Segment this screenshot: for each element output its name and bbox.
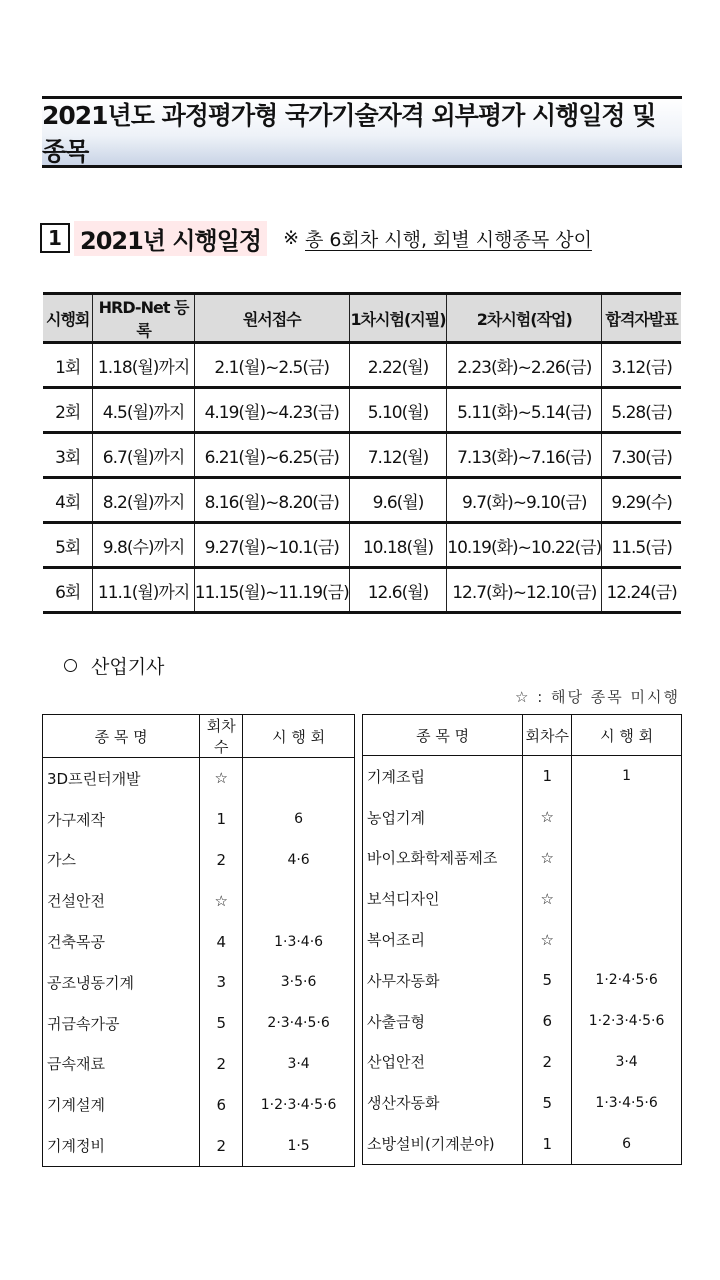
item-name: 귀금속가공	[43, 1003, 200, 1044]
item-row	[43, 962, 355, 1003]
item-rounds: 1·5	[243, 1125, 355, 1166]
item-rounds: 1·3·4·6	[243, 921, 355, 962]
item-name: 기계정비	[43, 1125, 200, 1166]
item-row	[363, 797, 682, 838]
item-rounds	[572, 919, 682, 960]
schedule-cell: 8.16(월)~8.20(금)	[194, 478, 349, 523]
schedule-cell: 6회	[43, 568, 93, 613]
schedule-cell: 4.5(월)까지	[93, 388, 194, 433]
item-count: ☆	[523, 838, 572, 879]
schedule-cell: 10.18(월)	[349, 523, 447, 568]
section-title: 2021년 시행일정	[74, 221, 267, 256]
schedule-cell: 2.23(화)~2.26(금)	[447, 343, 602, 388]
item-name: 3D프린터개발	[43, 758, 200, 799]
schedule-cell: 6.21(월)~6.25(금)	[194, 433, 349, 478]
item-row	[43, 921, 355, 962]
item-rounds: 2·3·4·5·6	[243, 1003, 355, 1044]
item-rounds: 3·4	[243, 1044, 355, 1085]
legend-note: ☆ : 해당 종목 미시행	[514, 688, 680, 706]
item-row	[363, 1082, 682, 1123]
schedule-cell: 12.7(화)~12.10(금)	[447, 568, 602, 613]
section-number: 1	[40, 223, 70, 253]
item-name: 공조냉동기계	[43, 962, 200, 1003]
item-rounds: 1·3·4·5·6	[572, 1082, 682, 1123]
items-header-cell: 시 행 회	[572, 715, 682, 756]
item-count: ☆	[200, 880, 243, 921]
item-row	[43, 799, 355, 840]
section-note	[283, 225, 592, 252]
schedule-cell: 1.18(월)까지	[93, 343, 194, 388]
item-rounds	[572, 878, 682, 919]
note-text: 총 6회차 시행, 회별 시행종목 상이	[305, 228, 592, 251]
item-name: 소방설비(기계분야)	[363, 1123, 523, 1164]
item-name: 기계조립	[363, 756, 523, 797]
item-rounds: 4·6	[243, 840, 355, 881]
schedule-row	[43, 478, 681, 523]
item-name: 사무자동화	[363, 960, 523, 1001]
schedule-cell: 3.12(금)	[602, 343, 681, 388]
items-header-cell: 회차수	[200, 715, 243, 758]
items-header-cell: 시 행 회	[243, 715, 355, 758]
document-title: 2021년도 과정평가형 국가기술자격 외부평가 시행일정 및 종목	[42, 101, 656, 166]
items-table-left	[42, 714, 355, 1167]
items-header-row-left	[43, 715, 355, 758]
schedule-cell: 5.28(금)	[602, 388, 681, 433]
item-rounds: 1·2·3·4·5·6	[243, 1084, 355, 1125]
schedule-cell: 6.7(월)까지	[93, 433, 194, 478]
items-header-cell: 종 목 명	[43, 715, 200, 758]
items-header-row-right	[363, 715, 682, 756]
item-name: 기계설계	[43, 1084, 200, 1125]
schedule-header-cell: 2차시험(작업)	[447, 294, 602, 343]
item-count: 1	[523, 1123, 572, 1164]
item-row	[43, 840, 355, 881]
items-table-right	[362, 714, 682, 1165]
items-body-left	[43, 758, 355, 1167]
note-mark: ※	[283, 227, 299, 249]
schedule-cell: 2.22(월)	[349, 343, 447, 388]
item-count: 2	[200, 1125, 243, 1166]
schedule-cell: 3회	[43, 433, 93, 478]
item-count: 5	[523, 960, 572, 1001]
item-count: 2	[200, 840, 243, 881]
item-row	[363, 960, 682, 1001]
schedule-cell: 12.6(월)	[349, 568, 447, 613]
item-row	[43, 1084, 355, 1125]
section-heading	[40, 216, 680, 260]
items-body-right	[363, 756, 682, 1165]
schedule-row	[43, 433, 681, 478]
item-row	[363, 1042, 682, 1083]
schedule-cell: 8.2(월)까지	[93, 478, 194, 523]
item-row	[43, 1003, 355, 1044]
item-count: 4	[200, 921, 243, 962]
schedule-cell: 5회	[43, 523, 93, 568]
item-name: 가구제작	[43, 799, 200, 840]
schedule-header-row	[43, 294, 681, 343]
schedule-cell: 9.27(월)~10.1(금)	[194, 523, 349, 568]
item-name: 금속재료	[43, 1044, 200, 1085]
schedule-cell: 9.29(수)	[602, 478, 681, 523]
item-name: 산업안전	[363, 1042, 523, 1083]
item-name: 복어조리	[363, 919, 523, 960]
schedule-cell: 2.1(월)~2.5(금)	[194, 343, 349, 388]
item-count: ☆	[200, 758, 243, 799]
item-rounds: 6	[572, 1123, 682, 1164]
schedule-table	[43, 292, 681, 614]
item-rounds: 6	[243, 799, 355, 840]
items-header-cell: 종 목 명	[363, 715, 523, 756]
item-rounds: 1·2·3·4·5·6	[572, 1001, 682, 1042]
industry-label: 산업기사	[91, 656, 165, 678]
item-name: 바이오화학제품제조	[363, 838, 523, 879]
item-rounds: 3·5·6	[243, 962, 355, 1003]
schedule-cell: 10.19(화)~10.22(금)	[447, 523, 602, 568]
item-count: 1	[523, 756, 572, 797]
schedule-row	[43, 343, 681, 388]
schedule-cell: 9.6(월)	[349, 478, 447, 523]
item-name: 가스	[43, 840, 200, 881]
item-row	[43, 758, 355, 799]
item-rounds	[572, 838, 682, 879]
item-count: 6	[200, 1084, 243, 1125]
item-name: 사출금형	[363, 1001, 523, 1042]
schedule-cell: 9.8(수)까지	[93, 523, 194, 568]
item-name: 건설안전	[43, 880, 200, 921]
item-count: 3	[200, 962, 243, 1003]
item-rounds: 1·2·4·5·6	[572, 960, 682, 1001]
item-rounds	[572, 797, 682, 838]
item-rounds: 1	[572, 756, 682, 797]
item-count: 5	[200, 1003, 243, 1044]
schedule-cell: 2회	[43, 388, 93, 433]
item-count: 5	[523, 1082, 572, 1123]
schedule-cell: 1회	[43, 343, 93, 388]
schedule-cell: 5.11(화)~5.14(금)	[447, 388, 602, 433]
schedule-header-cell: HRD-Net 등록	[93, 294, 194, 343]
schedule-cell: 9.7(화)~9.10(금)	[447, 478, 602, 523]
schedule-header-cell: 1차시험(지필)	[349, 294, 447, 343]
item-row	[363, 1123, 682, 1164]
item-rounds	[243, 758, 355, 799]
item-row	[43, 1125, 355, 1166]
schedule-row	[43, 388, 681, 433]
schedule-header-cell: 시행회	[43, 294, 93, 343]
schedule-header-cell: 합격자발표	[602, 294, 681, 343]
item-count: ☆	[523, 919, 572, 960]
schedule-cell: 7.13(화)~7.16(금)	[447, 433, 602, 478]
schedule-cell: 5.10(월)	[349, 388, 447, 433]
item-rounds	[243, 880, 355, 921]
schedule-body	[43, 343, 681, 613]
item-count: 2	[523, 1042, 572, 1083]
item-count: 2	[200, 1044, 243, 1085]
items-header-cell: 회차수	[523, 715, 572, 756]
item-count: 1	[200, 799, 243, 840]
document-title-box	[42, 96, 682, 168]
item-name: 생산자동화	[363, 1082, 523, 1123]
schedule-cell: 4.19(월)~4.23(금)	[194, 388, 349, 433]
schedule-cell: 7.30(금)	[602, 433, 681, 478]
schedule-cell: 11.1(월)까지	[93, 568, 194, 613]
item-count: 6	[523, 1001, 572, 1042]
item-row	[363, 756, 682, 797]
item-row	[43, 1044, 355, 1085]
schedule-row	[43, 568, 681, 613]
circle-bullet-icon	[64, 659, 77, 672]
schedule-cell: 7.12(월)	[349, 433, 447, 478]
item-row	[363, 1001, 682, 1042]
item-rounds: 3·4	[572, 1042, 682, 1083]
industry-heading	[64, 652, 164, 679]
schedule-row	[43, 523, 681, 568]
item-row	[363, 919, 682, 960]
schedule-cell: 11.5(금)	[602, 523, 681, 568]
item-name: 건축목공	[43, 921, 200, 962]
item-name: 보석디자인	[363, 878, 523, 919]
item-count: ☆	[523, 878, 572, 919]
item-row	[363, 838, 682, 879]
item-row	[363, 878, 682, 919]
item-count: ☆	[523, 797, 572, 838]
schedule-cell: 4회	[43, 478, 93, 523]
schedule-cell: 11.15(월)~11.19(금)	[194, 568, 349, 613]
item-row	[43, 880, 355, 921]
schedule-cell: 12.24(금)	[602, 568, 681, 613]
item-name: 농업기계	[363, 797, 523, 838]
schedule-header-cell: 원서접수	[194, 294, 349, 343]
